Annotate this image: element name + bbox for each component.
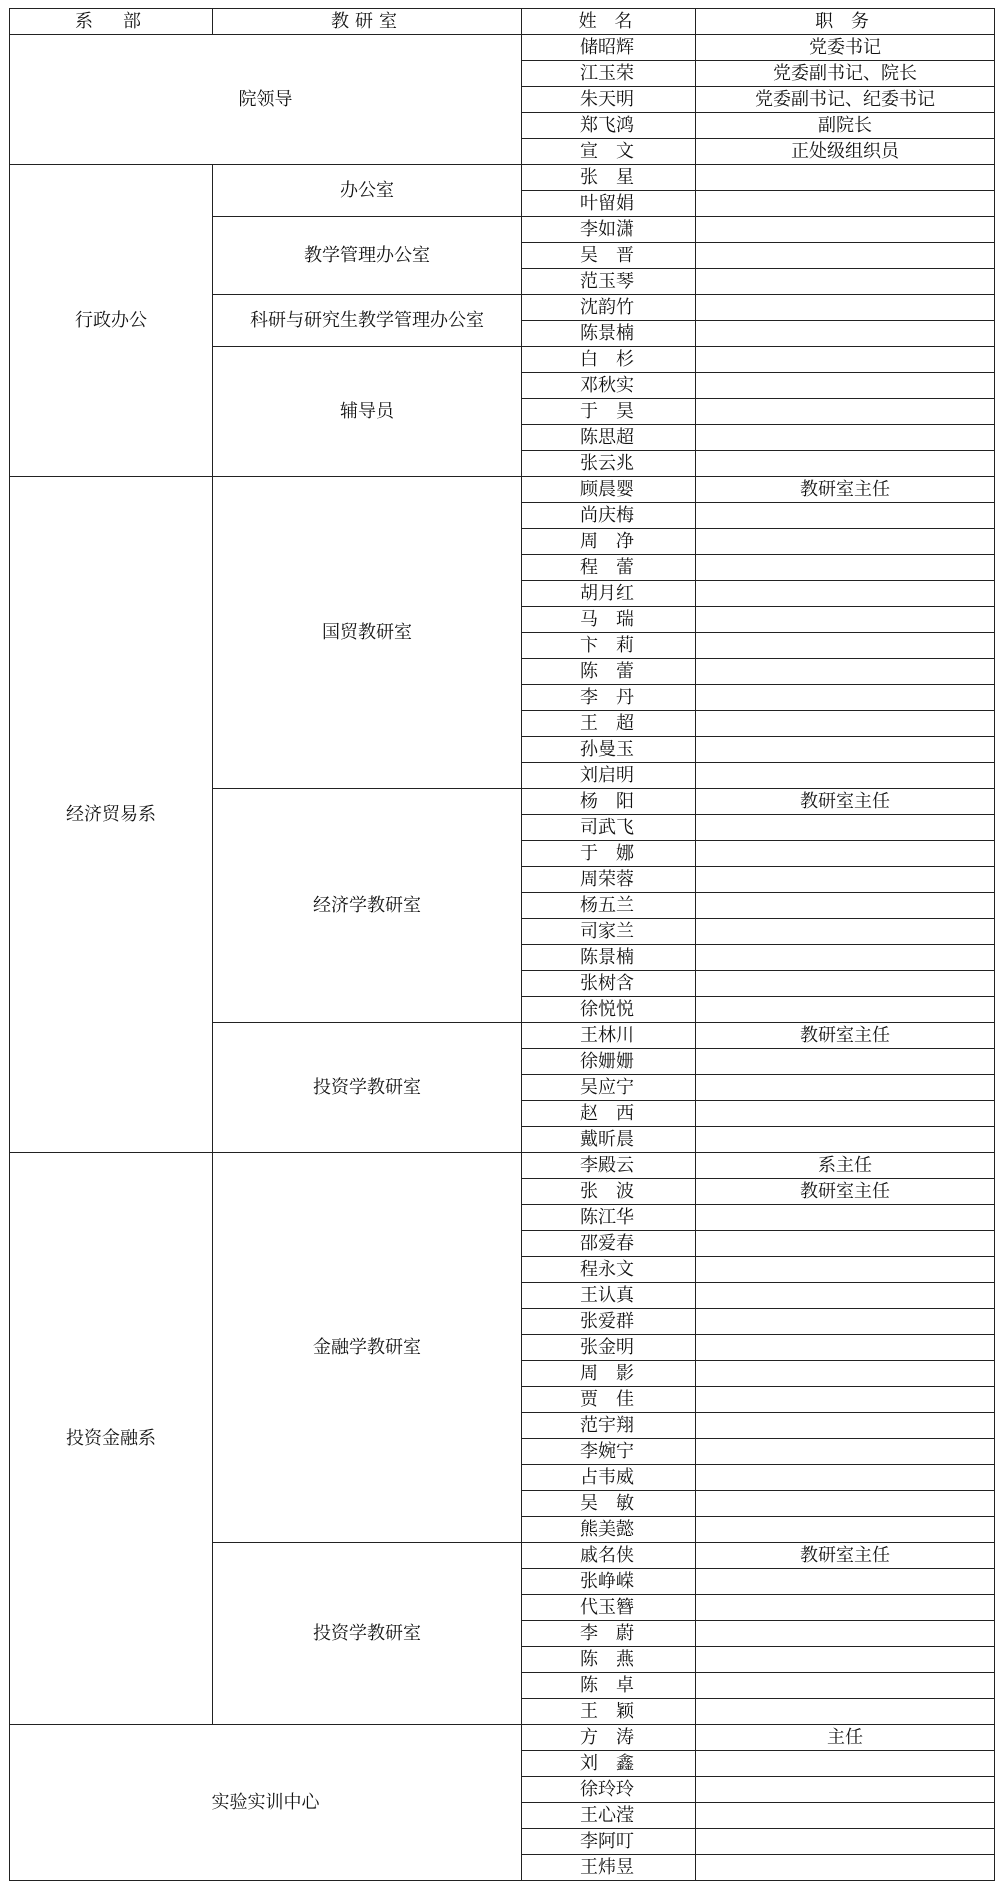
role-cell	[696, 373, 995, 399]
role-cell	[696, 1335, 995, 1361]
name-cell: 张树含	[522, 971, 696, 997]
name-cell: 孙曼玉	[522, 737, 696, 763]
role-cell: 教研室主任	[696, 1179, 995, 1205]
role-cell	[696, 971, 995, 997]
name-cell: 沈韵竹	[522, 295, 696, 321]
role-cell	[696, 425, 995, 451]
role-cell	[696, 1309, 995, 1335]
name-cell: 刘启明	[522, 763, 696, 789]
role-cell	[696, 165, 995, 191]
role-cell	[696, 919, 995, 945]
role-cell: 教研室主任	[696, 789, 995, 815]
name-cell: 宣 文	[522, 139, 696, 165]
role-cell	[696, 1283, 995, 1309]
name-cell: 范宇翔	[522, 1413, 696, 1439]
name-cell: 陈思超	[522, 425, 696, 451]
name-cell: 张爱群	[522, 1309, 696, 1335]
role-cell	[696, 581, 995, 607]
role-cell	[696, 1049, 995, 1075]
name-cell: 王心滢	[522, 1803, 696, 1829]
name-cell: 吴 敏	[522, 1491, 696, 1517]
name-cell: 邵爱春	[522, 1231, 696, 1257]
name-cell: 王 超	[522, 711, 696, 737]
name-cell: 江玉荣	[522, 61, 696, 87]
role-cell	[696, 997, 995, 1023]
name-cell: 叶留娟	[522, 191, 696, 217]
office-cell: 金融学教研室	[213, 1153, 522, 1543]
name-cell: 陈 蕾	[522, 659, 696, 685]
role-cell	[696, 347, 995, 373]
name-cell: 李阿叮	[522, 1829, 696, 1855]
role-cell	[696, 295, 995, 321]
table-body	[10, 35, 995, 1881]
role-cell	[696, 1465, 995, 1491]
name-cell: 杨五兰	[522, 893, 696, 919]
role-cell: 教研室主任	[696, 1543, 995, 1569]
role-cell	[696, 217, 995, 243]
role-cell	[696, 1569, 995, 1595]
name-cell: 熊美懿	[522, 1517, 696, 1543]
name-cell: 司家兰	[522, 919, 696, 945]
name-cell: 于 昊	[522, 399, 696, 425]
name-cell: 郑飞鸿	[522, 113, 696, 139]
name-cell: 尚庆梅	[522, 503, 696, 529]
name-cell: 王炜昱	[522, 1855, 696, 1881]
role-cell	[696, 555, 995, 581]
name-cell: 于 娜	[522, 841, 696, 867]
name-cell: 贾 佳	[522, 1387, 696, 1413]
role-cell	[696, 737, 995, 763]
role-cell	[696, 1621, 995, 1647]
role-cell	[696, 633, 995, 659]
name-cell: 陈 燕	[522, 1647, 696, 1673]
office-cell: 经济学教研室	[213, 789, 522, 1023]
name-cell: 卞 莉	[522, 633, 696, 659]
name-cell: 徐玲玲	[522, 1777, 696, 1803]
office-cell: 教学管理办公室	[213, 217, 522, 295]
role-cell	[696, 1205, 995, 1231]
role-cell	[696, 191, 995, 217]
role-cell: 系主任	[696, 1153, 995, 1179]
role-cell	[696, 269, 995, 295]
role-cell	[696, 1361, 995, 1387]
name-cell: 占韦威	[522, 1465, 696, 1491]
table-header	[10, 9, 995, 35]
dept-cell: 行政办公	[10, 165, 213, 477]
name-cell: 代玉簪	[522, 1595, 696, 1621]
name-cell: 胡月红	[522, 581, 696, 607]
header-dept: 系 部	[10, 9, 213, 35]
name-cell: 周 影	[522, 1361, 696, 1387]
name-cell: 程 蕾	[522, 555, 696, 581]
name-cell: 张峥嵘	[522, 1569, 696, 1595]
table-row	[10, 1153, 995, 1179]
role-cell	[696, 1517, 995, 1543]
role-cell	[696, 1231, 995, 1257]
dept-cell: 院领导	[10, 35, 522, 165]
office-cell: 辅导员	[213, 347, 522, 477]
name-cell: 陈江华	[522, 1205, 696, 1231]
name-cell: 陈景楠	[522, 945, 696, 971]
header-name: 姓 名	[522, 9, 696, 35]
role-cell	[696, 1647, 995, 1673]
role-cell	[696, 1101, 995, 1127]
role-cell	[696, 607, 995, 633]
office-cell: 投资学教研室	[213, 1023, 522, 1153]
role-cell	[696, 659, 995, 685]
name-cell: 张云兆	[522, 451, 696, 477]
role-cell: 党委书记	[696, 35, 995, 61]
header-office: 教研室	[213, 9, 522, 35]
dept-cell: 经济贸易系	[10, 477, 213, 1153]
name-cell: 李 丹	[522, 685, 696, 711]
name-cell: 周荣蓉	[522, 867, 696, 893]
role-cell	[696, 1413, 995, 1439]
table-row	[10, 1725, 995, 1751]
role-cell	[696, 763, 995, 789]
name-cell: 周 净	[522, 529, 696, 555]
office-cell: 国贸教研室	[213, 477, 522, 789]
role-cell	[696, 841, 995, 867]
role-cell: 正处级组织员	[696, 139, 995, 165]
name-cell: 李婉宁	[522, 1439, 696, 1465]
role-cell	[696, 1777, 995, 1803]
role-cell	[696, 1829, 995, 1855]
name-cell: 张金明	[522, 1335, 696, 1361]
name-cell: 程永文	[522, 1257, 696, 1283]
role-cell: 教研室主任	[696, 1023, 995, 1049]
name-cell: 李 蔚	[522, 1621, 696, 1647]
name-cell: 张 波	[522, 1179, 696, 1205]
header-role: 职 务	[696, 9, 995, 35]
table-row	[10, 35, 995, 61]
name-cell: 李殿云	[522, 1153, 696, 1179]
name-cell: 戴昕晨	[522, 1127, 696, 1153]
name-cell: 邓秋实	[522, 373, 696, 399]
name-cell: 刘 鑫	[522, 1751, 696, 1777]
header-row	[10, 9, 995, 35]
name-cell: 陈 卓	[522, 1673, 696, 1699]
name-cell: 戚名侠	[522, 1543, 696, 1569]
name-cell: 王 颖	[522, 1699, 696, 1725]
role-cell	[696, 1257, 995, 1283]
role-cell: 主任	[696, 1725, 995, 1751]
role-cell	[696, 1075, 995, 1101]
role-cell	[696, 711, 995, 737]
role-cell	[696, 815, 995, 841]
name-cell: 朱天明	[522, 87, 696, 113]
role-cell	[696, 1751, 995, 1777]
staff-roster-table	[9, 8, 995, 1881]
dept-cell: 投资金融系	[10, 1153, 213, 1725]
dept-cell: 实验实训中心	[10, 1725, 522, 1881]
role-cell	[696, 1673, 995, 1699]
role-cell	[696, 1595, 995, 1621]
name-cell: 王认真	[522, 1283, 696, 1309]
role-cell	[696, 1127, 995, 1153]
role-cell	[696, 867, 995, 893]
name-cell: 吴应宁	[522, 1075, 696, 1101]
role-cell	[696, 503, 995, 529]
role-cell	[696, 685, 995, 711]
role-cell	[696, 1699, 995, 1725]
office-cell: 投资学教研室	[213, 1543, 522, 1725]
name-cell: 陈景楠	[522, 321, 696, 347]
role-cell	[696, 399, 995, 425]
name-cell: 徐姗姗	[522, 1049, 696, 1075]
name-cell: 方 涛	[522, 1725, 696, 1751]
office-cell: 办公室	[213, 165, 522, 217]
name-cell: 徐悦悦	[522, 997, 696, 1023]
name-cell: 李如潇	[522, 217, 696, 243]
name-cell: 杨 阳	[522, 789, 696, 815]
role-cell	[696, 1439, 995, 1465]
role-cell	[696, 1855, 995, 1881]
name-cell: 储昭辉	[522, 35, 696, 61]
name-cell: 张 星	[522, 165, 696, 191]
office-cell: 科研与研究生教学管理办公室	[213, 295, 522, 347]
role-cell	[696, 529, 995, 555]
name-cell: 范玉琴	[522, 269, 696, 295]
role-cell	[696, 1387, 995, 1413]
name-cell: 王林川	[522, 1023, 696, 1049]
role-cell	[696, 893, 995, 919]
role-cell	[696, 1803, 995, 1829]
table-row	[10, 477, 995, 503]
role-cell: 党委副书记、院长	[696, 61, 995, 87]
role-cell	[696, 945, 995, 971]
name-cell: 赵 西	[522, 1101, 696, 1127]
role-cell	[696, 321, 995, 347]
name-cell: 马 瑞	[522, 607, 696, 633]
role-cell	[696, 243, 995, 269]
table-row	[10, 165, 995, 191]
role-cell: 教研室主任	[696, 477, 995, 503]
name-cell: 白 杉	[522, 347, 696, 373]
role-cell	[696, 451, 995, 477]
role-cell: 副院长	[696, 113, 995, 139]
role-cell	[696, 1491, 995, 1517]
name-cell: 吴 晋	[522, 243, 696, 269]
name-cell: 司武飞	[522, 815, 696, 841]
role-cell: 党委副书记、纪委书记	[696, 87, 995, 113]
name-cell: 顾晨婴	[522, 477, 696, 503]
